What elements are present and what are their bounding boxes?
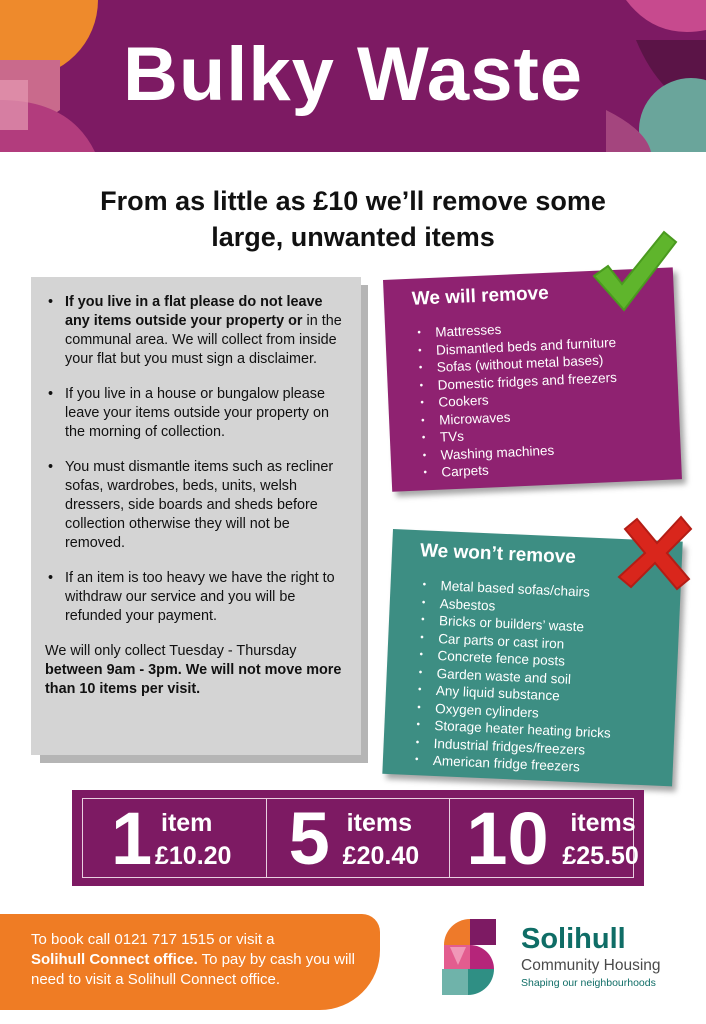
price-quantity: 5	[288, 797, 330, 880]
logo-subtitle: Community Housing	[521, 957, 661, 974]
price-quantity: 1	[111, 797, 153, 880]
price-unit: items	[346, 809, 412, 837]
price-amount: £20.40	[342, 842, 420, 870]
info-list	[45, 293, 347, 626]
wont-remove-item: • Any liquid substance	[417, 683, 561, 704]
collection-days: We will only collect Tuesday - Thursday	[45, 643, 297, 659]
intro-heading	[40, 183, 666, 255]
price-option	[450, 797, 639, 880]
wont-remove-item: • Car parts or cast iron	[420, 630, 565, 652]
info-item: • If you live in a house or bungalow please leave your items outside your property on the morning of collection.	[48, 386, 329, 440]
will-remove-item: • Domestic fridges and freezers	[419, 369, 618, 393]
will-remove-item: • Microwaves	[420, 409, 511, 428]
intro-line-1: From as little as £10 we’ll remove some	[100, 186, 606, 216]
collection-times	[45, 642, 347, 699]
price-amount: £10.20	[155, 842, 232, 870]
info-item-text: If an item is too heavy we have the right to withdraw our service and you will be refunded your payment.	[65, 570, 335, 624]
collection-hours: between 9am - 3pm. We will not move more than 10 items per visit.	[45, 662, 342, 697]
solihull-logo-icon	[430, 917, 510, 997]
wont-remove-item: • Bricks or builders’ waste	[420, 613, 585, 635]
wont-remove-item: • Oxygen cylinders	[417, 700, 540, 721]
info-item-text: You must dismantle items such as recliner sofas, wardrobes, beds, units, welsh dressers, side boards and sheds before collection otherwise they will not be removed.	[65, 459, 334, 551]
will-remove-item: • Washing machines	[422, 442, 555, 463]
will-remove-title: We will remove	[411, 282, 550, 310]
will-remove-item: • Dismantled beds and furniture	[417, 334, 617, 358]
wont-remove-item: • Metal based sofas/chairs	[422, 578, 591, 600]
info-item-text: If you live in a house or bungalow please leave your items outside your property on the morning of collection.	[65, 386, 329, 440]
wont-remove-list	[411, 576, 667, 779]
info-item-text: in the communal area. We will collect from inside your flat but you must sign a disclaimer.	[65, 313, 342, 367]
booking-cash-text: To pay by cash you will need to visit a Solihull Connect office.	[31, 951, 355, 988]
price-quantity: 10	[466, 797, 549, 880]
wont-remove-item: • Industrial fridges/freezers	[415, 735, 586, 758]
price-unit: item	[161, 809, 213, 837]
wont-remove-item: • American fridge freezers	[414, 752, 581, 775]
booking-info	[0, 914, 380, 1010]
cross-mark-icon	[615, 515, 695, 591]
will-remove-item: • TVs	[421, 428, 465, 445]
info-box	[31, 277, 361, 755]
price-option	[267, 797, 451, 880]
will-remove-item: • Carpets	[423, 462, 489, 480]
wont-remove-title: We won’t remove	[419, 540, 577, 568]
header-banner	[0, 0, 706, 152]
booking-phone-text: To book call 0121 717 1515 or visit a	[31, 931, 275, 948]
price-grid	[82, 797, 639, 880]
price-amount: £25.50	[562, 842, 639, 870]
will-remove-item: • Cookers	[420, 392, 489, 410]
wont-remove-item: • Garden waste and soil	[418, 665, 572, 687]
will-remove-list	[413, 314, 668, 482]
will-remove-item: • Sofas (without metal bases)	[418, 352, 604, 375]
will-remove-item: • Mattresses	[417, 321, 502, 340]
wont-remove-item: • Asbestos	[421, 595, 496, 614]
info-item: • If an item is too heavy we have the right to withdraw our service and you will be refunded your payment.	[48, 570, 335, 624]
info-item: • You must dismantle items such as recliner sofas, wardrobes, beds, units, welsh dressers, side boards and sheds before collection otherwise they will not be removed.	[48, 459, 334, 551]
info-item-bold: If you live in a flat please do not leave any items outside your property or	[65, 294, 323, 329]
info-item: • If you live in a flat please do not leave any items outside your property or in the communal area. We will collect from inside your flat but you must sign a disclaimer.	[48, 294, 342, 367]
check-mark-icon	[588, 226, 680, 316]
price-unit: items	[570, 809, 636, 837]
wont-remove-item: • Storage heater heating bricks	[416, 718, 611, 741]
page-title: Bulky Waste	[122, 32, 584, 117]
logo-name: Solihull	[521, 923, 626, 955]
wont-remove-item: • Concrete fence posts	[419, 648, 566, 669]
booking-office: Solihull Connect office.	[31, 951, 198, 968]
intro-line-2: large, unwanted items	[211, 222, 495, 252]
price-band	[72, 790, 644, 886]
logo-tagline: Shaping our neighbourhoods	[521, 977, 656, 989]
price-option	[83, 797, 267, 880]
